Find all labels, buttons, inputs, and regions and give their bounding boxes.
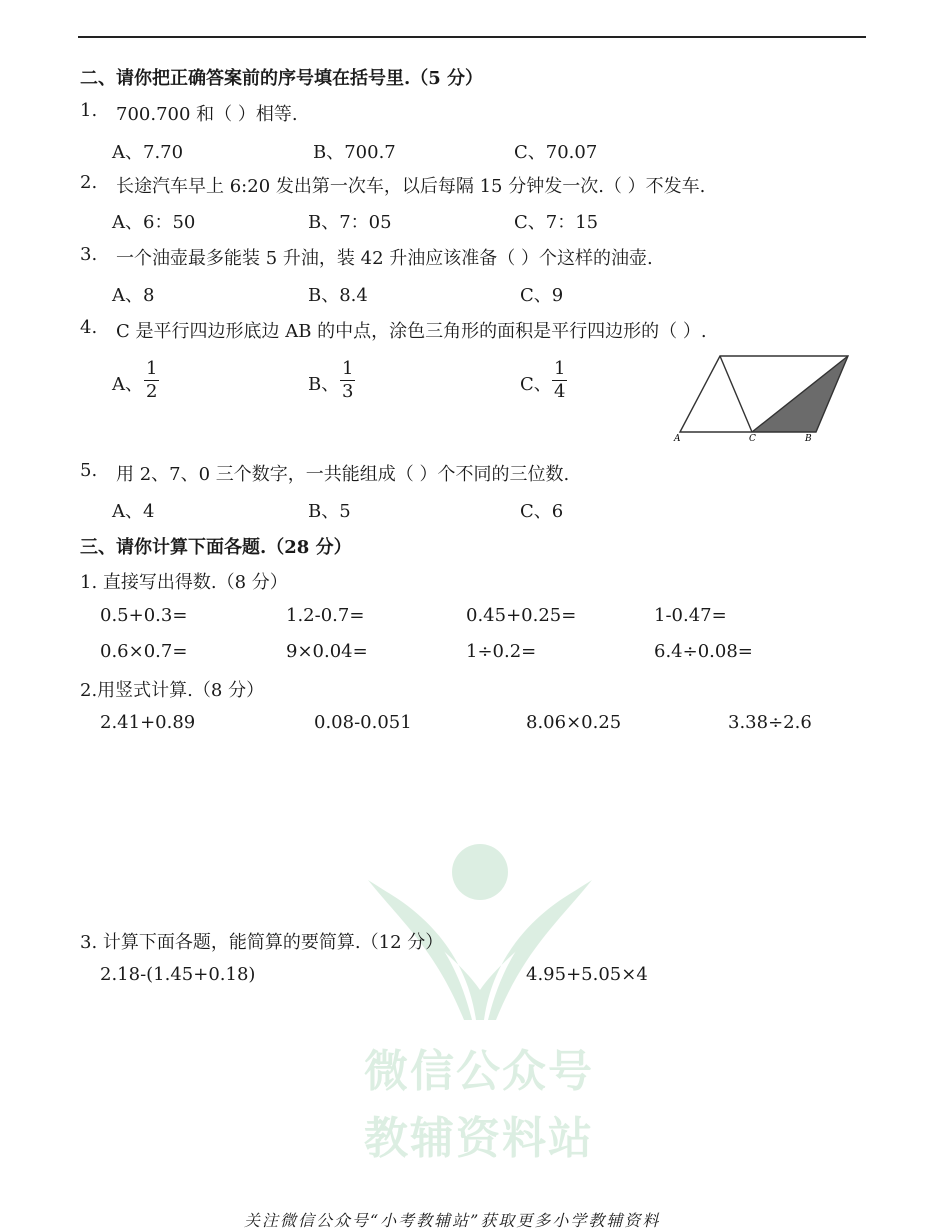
q2-option-a[interactable]: A、6：50 bbox=[112, 212, 196, 233]
simplify-calc-item: 2.18-(1.45+0.18) bbox=[100, 964, 256, 985]
watermark bbox=[340, 840, 620, 1180]
label-c: C bbox=[749, 434, 756, 444]
q1-text: 700.700 和（ ）相等. bbox=[116, 104, 298, 125]
calc-item: 0.5+0.3= bbox=[100, 605, 188, 626]
parallelogram-figure bbox=[668, 348, 852, 444]
q4-option-a-fraction[interactable] bbox=[144, 358, 159, 403]
calc-item: 9×0.04= bbox=[286, 641, 368, 662]
calc-item: 0.6×0.7= bbox=[100, 641, 188, 662]
q2-option-b[interactable]: B、7：05 bbox=[308, 212, 392, 233]
fraction-numerator: 1 bbox=[342, 358, 354, 379]
q4-option-c-prefix[interactable]: C、 bbox=[520, 374, 552, 395]
footer-note: 关注微信公众号“小考教辅站”获取更多小学教辅资料 bbox=[244, 1211, 661, 1230]
watermark-line2: 教辅资料站 bbox=[364, 1113, 594, 1164]
q2-text: 长途汽车早上 6:20 发出第一次车，以后每隔 15 分钟发一次.（ ）不发车. bbox=[116, 176, 706, 197]
q1-option-a[interactable]: A、7.70 bbox=[112, 142, 184, 163]
q2-number: 2. bbox=[80, 172, 98, 193]
q5-option-c[interactable]: C、6 bbox=[520, 501, 564, 522]
q2-option-c[interactable]: C、7：15 bbox=[514, 212, 599, 233]
q3-option-b[interactable]: B、8.4 bbox=[308, 285, 368, 306]
q5-number: 5. bbox=[80, 460, 98, 481]
q3-number: 3. bbox=[80, 244, 98, 265]
q3-text: 一个油壶最多能装 5 升油，装 42 升油应该准备（ ）个这样的油壶. bbox=[116, 248, 653, 269]
q4-option-c-fraction[interactable] bbox=[552, 358, 567, 403]
calc-item: 0.45+0.25= bbox=[466, 605, 577, 626]
fraction-denominator: 3 bbox=[342, 381, 354, 402]
q3-option-a[interactable]: A、8 bbox=[112, 285, 155, 306]
q4-number: 4. bbox=[80, 317, 98, 338]
q4-option-a-prefix[interactable]: A、 bbox=[112, 374, 143, 395]
fraction-numerator: 1 bbox=[146, 358, 158, 379]
q3-option-c[interactable]: C、9 bbox=[520, 285, 564, 306]
calc-item: 1-0.47= bbox=[654, 605, 727, 626]
q4-option-b-fraction[interactable] bbox=[340, 358, 355, 403]
fraction-denominator: 2 bbox=[146, 381, 158, 402]
q5-text: 用 2、7、0 三个数字，一共能组成（ ）个不同的三位数. bbox=[116, 464, 570, 485]
segment-dc bbox=[720, 356, 752, 432]
q4-text: C 是平行四边形底边 AB 的中点，涂色三角形的面积是平行四边形的（ ）. bbox=[116, 321, 707, 342]
q1-option-b[interactable]: B、700.7 bbox=[313, 142, 396, 163]
q1-option-c[interactable]: C、70.07 bbox=[514, 142, 598, 163]
label-b: B bbox=[805, 434, 812, 444]
q4-option-b-prefix[interactable]: B、 bbox=[308, 374, 340, 395]
label-a: A bbox=[674, 434, 681, 444]
vertical-calc-item: 0.08-0.051 bbox=[314, 712, 412, 733]
calc-item: 6.4÷0.08= bbox=[654, 641, 753, 662]
section2-title: 二、请你把正确答案前的序号填在括号里.（5 分） bbox=[80, 68, 484, 89]
fraction-denominator: 4 bbox=[554, 381, 566, 402]
part2-title: 2.用竖式计算.（8 分） bbox=[80, 680, 265, 701]
watermark-line1: 微信公众号 bbox=[364, 1046, 594, 1097]
q5-option-b[interactable]: B、5 bbox=[308, 501, 351, 522]
top-rule bbox=[78, 36, 866, 38]
section3-title: 三、请你计算下面各题.（28 分） bbox=[80, 537, 352, 558]
q5-option-a[interactable]: A、4 bbox=[112, 501, 155, 522]
vertical-calc-item: 8.06×0.25 bbox=[526, 712, 622, 733]
vertical-calc-item: 3.38÷2.6 bbox=[728, 712, 812, 733]
vertical-calc-item: 2.41+0.89 bbox=[100, 712, 196, 733]
simplify-calc-item: 4.95+5.05×4 bbox=[526, 964, 648, 985]
q1-number: 1. bbox=[80, 100, 98, 121]
part3-title: 3. 计算下面各题，能简算的要简算.（12 分） bbox=[80, 932, 444, 953]
part1-title: 1. 直接写出得数.（8 分） bbox=[80, 572, 288, 593]
calc-item: 1÷0.2= bbox=[466, 641, 537, 662]
calc-item: 1.2-0.7= bbox=[286, 605, 365, 626]
fraction-numerator: 1 bbox=[554, 358, 566, 379]
